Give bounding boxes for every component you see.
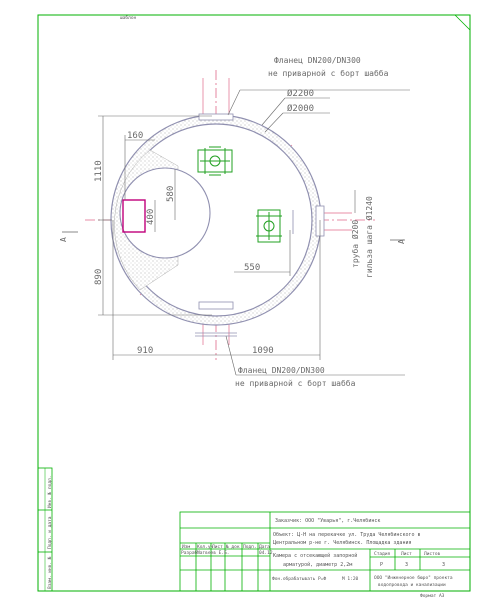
tb-format-note: Фон.обрабатывать Р=Ф xyxy=(272,577,327,582)
dim-1090: 1090 xyxy=(252,346,274,356)
stamp-label-2: Подп. и дата xyxy=(48,516,53,549)
tb-rev-col-4: № док xyxy=(226,545,240,550)
tb-stage-v2: 3 xyxy=(405,562,409,568)
tb-company-line1: ООО "Инженерное бюро" проекта xyxy=(374,576,453,581)
tb-rev-row-6: 04.12 xyxy=(259,551,273,556)
tb-stage-h3: Листов xyxy=(424,552,441,557)
tb-rev-col-3: Лист xyxy=(212,545,223,550)
tb-stage-v1: Р xyxy=(380,562,384,568)
dim-160: 160 xyxy=(127,131,144,141)
diameter-inner: Ø2000 xyxy=(287,104,315,114)
flange-top-line2: не приварной с борт шабба xyxy=(268,69,389,78)
tb-rev-row-1: Разраб. xyxy=(181,551,200,556)
section-mark-right xyxy=(390,239,406,244)
manhole-opening xyxy=(120,168,210,258)
tb-company-line2: водопровода и канализации xyxy=(378,583,446,588)
dim-400: 400 xyxy=(146,208,156,225)
tb-docname-line2: арматурой, диаметр 2,2м xyxy=(283,562,353,568)
tb-stage-v3: 3 xyxy=(442,562,446,568)
tb-stage-h1: Стадия xyxy=(374,552,391,557)
dim-910: 910 xyxy=(137,346,154,356)
flange-bottom-line1: Фланец DN200/DN300 xyxy=(238,366,325,375)
pipe-note-line1: труба Ø200 xyxy=(351,219,360,268)
stamp-label-3: Взам. инв. № xyxy=(48,556,53,589)
flange-bottom-line2: не приварной с борт шабба xyxy=(235,379,356,388)
tb-format: Формат А3 xyxy=(420,594,445,599)
dim-1110: 1110 xyxy=(94,160,104,182)
corner-text: шаблон xyxy=(120,16,137,21)
tb-scale: М 1:20 xyxy=(342,577,359,582)
tb-stage-h2: Лист xyxy=(401,552,412,557)
tb-rev-col-1: Изм xyxy=(182,545,191,550)
pipe-note-line2: гильза шага Ø1240 xyxy=(365,196,374,278)
tb-rev-col-5: Подп. xyxy=(243,545,257,550)
tb-docname-line1: Камера с отсекающей запорной xyxy=(273,553,358,559)
stamp-label-1: Инв. № подл. xyxy=(48,475,53,508)
tb-rev-row-2: Матвеев Е.Б. xyxy=(197,551,230,556)
diameter-outer: Ø2200 xyxy=(287,89,315,99)
dim-580: 580 xyxy=(166,185,176,202)
dim-550: 550 xyxy=(244,263,261,273)
svg-text:A: A xyxy=(397,239,406,244)
bottom-flange xyxy=(199,302,233,309)
side-stamp xyxy=(38,468,53,591)
tb-rev-col-2: Кол.уч xyxy=(197,545,214,550)
tb-object-line1: Объект: Ц-Н на перекачке ул. Труда Челябинского в xyxy=(273,532,421,538)
frame-diagonal xyxy=(455,15,470,30)
section-mark-left xyxy=(59,232,78,242)
tb-object-line2: Центральном р-не г. Челябинск. Площадка здания xyxy=(273,540,412,546)
tb-rev-col-6: Дата xyxy=(259,545,270,550)
tb-customer: Заказчик: ООО "Уварья", г.Челябинск xyxy=(275,518,381,524)
dim-890: 890 xyxy=(94,268,104,285)
flange-top-line1: Фланец DN200/DN300 xyxy=(274,56,361,65)
svg-text:A: A xyxy=(59,237,68,242)
